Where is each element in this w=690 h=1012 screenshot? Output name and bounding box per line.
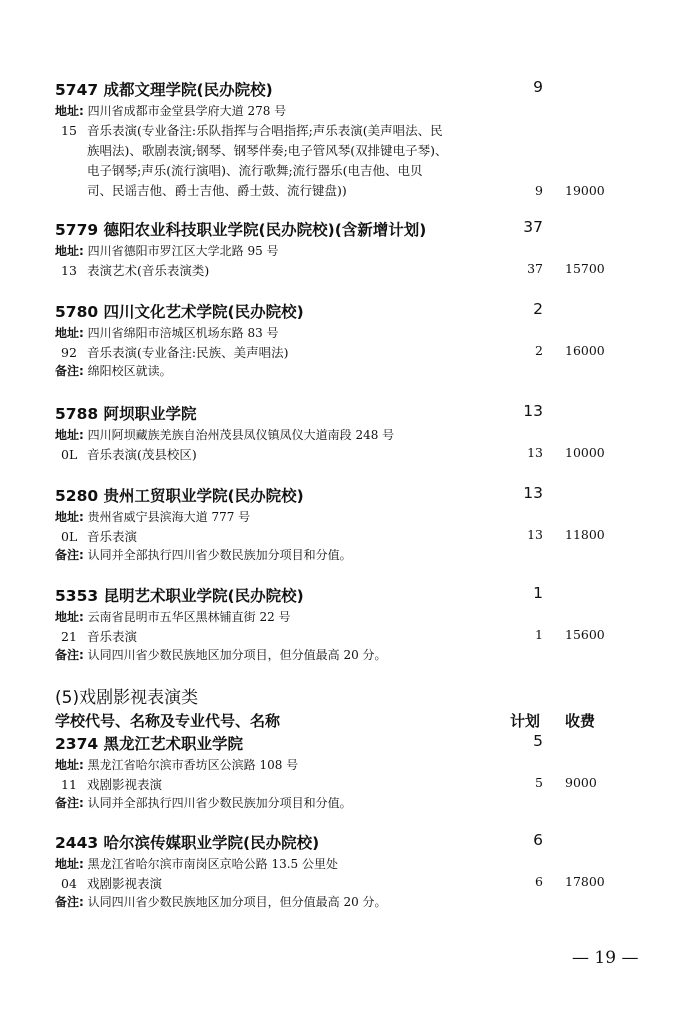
address-label: 地址: xyxy=(55,244,84,258)
school-title: 5780 四川文化艺术学院(民办院校) xyxy=(55,303,304,321)
major-plan: 5 xyxy=(535,775,543,790)
major-plan: 9 xyxy=(535,183,543,198)
school-address xyxy=(55,855,615,874)
major-fee: 11800 xyxy=(565,527,605,542)
address-text: 黑龙江省哈尔滨市南岗区京哈公路 13.5 公里处 xyxy=(87,857,338,871)
major-fee: 15600 xyxy=(565,627,605,642)
major-fee: 15700 xyxy=(565,261,605,276)
address-label: 地址: xyxy=(55,610,84,624)
school-title: 5788 阿坝职业学院 xyxy=(55,405,197,423)
school-address xyxy=(55,242,615,261)
school-note xyxy=(55,646,615,665)
major-line-2: 族唱法)、歌剧表演;钢琴、钢琴伴奏;电子管风琴(双排键电子琴)、 xyxy=(87,143,448,158)
address-label: 地址: xyxy=(55,104,84,118)
address-text: 贵州省威宁县滨海大道 777 号 xyxy=(87,510,251,524)
note-text: 绵阳校区就读。 xyxy=(87,364,172,378)
school-title: 2443 哈尔滨传媒职业学院(民办院校) xyxy=(55,834,320,852)
school-entry xyxy=(55,218,615,280)
major-name: 音乐表演 xyxy=(86,529,137,544)
school-title-row xyxy=(55,831,615,855)
major-code: 11 xyxy=(61,777,77,792)
school-address xyxy=(55,608,615,627)
major-plan: 2 xyxy=(535,343,543,358)
school-entry xyxy=(55,402,615,464)
school-note xyxy=(55,893,615,912)
school-title-row xyxy=(55,78,615,102)
address-label: 地址: xyxy=(55,428,84,442)
major-plan: 13 xyxy=(527,445,543,460)
address-text: 云南省昆明市五华区黑林铺直街 22 号 xyxy=(87,610,291,624)
note-label: 备注: xyxy=(55,364,84,378)
major-plan: 6 xyxy=(535,874,543,889)
school-plan: 13 xyxy=(523,484,543,502)
school-address xyxy=(55,756,615,775)
major-line-4: 司、民谣吉他、爵士吉他、爵士鼓、流行键盘)) xyxy=(87,183,347,198)
school-note xyxy=(55,546,615,565)
school-plan: 5 xyxy=(533,732,543,750)
major-fee: 9000 xyxy=(565,775,597,790)
major-name: 表演艺术(音乐表演类) xyxy=(86,263,210,278)
major-name: 音乐表演(茂县校区) xyxy=(86,447,197,462)
note-text: 认同并全部执行四川省少数民族加分项目和分值。 xyxy=(87,796,352,810)
school-note xyxy=(55,794,615,813)
major-row xyxy=(55,343,615,362)
address-text: 四川省绵阳市涪城区机场东路 83 号 xyxy=(87,326,279,340)
school-entry xyxy=(55,78,615,201)
school-plan: 6 xyxy=(533,831,543,849)
school-plan: 2 xyxy=(533,300,543,318)
section-title: (5)戏剧影视表演类 xyxy=(55,688,199,708)
major-fee: 19000 xyxy=(565,183,605,198)
column-header-school: 学校代号、名称及专业代号、名称 xyxy=(55,712,281,730)
address-label: 地址: xyxy=(55,857,84,871)
major-name: 戏剧影视表演 xyxy=(86,876,162,891)
school-note xyxy=(55,362,615,381)
address-label: 地址: xyxy=(55,758,84,772)
school-address xyxy=(55,426,615,445)
major-fee: 17800 xyxy=(565,874,605,889)
major-fee: 16000 xyxy=(565,343,605,358)
school-entry xyxy=(55,484,615,565)
major-plan: 37 xyxy=(527,261,543,276)
address-text: 四川省成都市金堂县学府大道 278 号 xyxy=(87,104,287,118)
school-title-row xyxy=(55,402,615,426)
column-header-row xyxy=(55,710,615,732)
school-title: 5280 贵州工贸职业学院(民办院校) xyxy=(55,487,304,505)
major-row xyxy=(55,445,615,464)
school-title: 5747 成都文理学院(民办院校) xyxy=(55,81,273,99)
school-title-row xyxy=(55,300,615,324)
major-plan: 1 xyxy=(535,627,543,642)
major-line-1: 音乐表演(专业备注:乐队指挥与合唱指挥;声乐表演(美声唱法、民 xyxy=(87,123,443,138)
major-row xyxy=(55,121,615,201)
major-code: 21 xyxy=(61,629,77,644)
address-text: 四川阿坝藏族羌族自治州茂县凤仪镇凤仪大道南段 248 号 xyxy=(87,428,395,442)
school-address xyxy=(55,102,615,121)
major-code: 13 xyxy=(61,263,77,278)
school-plan: 1 xyxy=(533,584,543,602)
note-text: 认同并全部执行四川省少数民族加分项目和分值。 xyxy=(87,548,352,562)
column-header-plan: 计划 xyxy=(510,712,541,730)
major-row xyxy=(55,627,615,646)
major-row xyxy=(55,874,615,893)
note-label: 备注: xyxy=(55,648,84,662)
note-label: 备注: xyxy=(55,895,84,909)
major-name: 戏剧影视表演 xyxy=(86,777,162,792)
major-name: 音乐表演 xyxy=(86,629,137,644)
page-number: — 19 — xyxy=(572,948,639,968)
school-entry xyxy=(55,831,615,912)
school-entry xyxy=(55,732,615,813)
school-address xyxy=(55,324,615,343)
major-line-3: 电子钢琴;声乐(流行演唱)、流行歌舞;流行器乐(电吉他、电贝 xyxy=(87,163,423,178)
school-title: 5353 昆明艺术职业学院(民办院校) xyxy=(55,587,304,605)
school-title-row xyxy=(55,484,615,508)
school-plan: 13 xyxy=(523,402,543,420)
note-text: 认同四川省少数民族地区加分项目，但分值最高 20 分。 xyxy=(87,648,387,662)
address-label: 地址: xyxy=(55,326,84,340)
note-label: 备注: xyxy=(55,548,84,562)
major-row xyxy=(55,261,615,280)
major-code: 0L xyxy=(61,447,78,462)
major-code: 15 xyxy=(61,123,77,138)
school-title: 5779 德阳农业科技职业学院(民办院校)(含新增计划) xyxy=(55,221,427,239)
note-text: 认同四川省少数民族地区加分项目，但分值最高 20 分。 xyxy=(87,895,387,909)
major-plan: 13 xyxy=(527,527,543,542)
school-plan: 37 xyxy=(523,218,543,236)
school-address xyxy=(55,508,615,527)
major-code: 92 xyxy=(61,345,77,360)
address-label: 地址: xyxy=(55,510,84,524)
major-name: 音乐表演(专业备注:民族、美声唱法) xyxy=(86,345,289,360)
school-title-row xyxy=(55,584,615,608)
major-fee: 10000 xyxy=(565,445,605,460)
school-entry xyxy=(55,584,615,665)
address-text: 黑龙江省哈尔滨市香坊区公滨路 108 号 xyxy=(87,758,299,772)
major-code: 0L xyxy=(61,529,78,544)
major-row xyxy=(55,527,615,546)
note-label: 备注: xyxy=(55,796,84,810)
school-title-row xyxy=(55,218,615,242)
major-row xyxy=(55,775,615,794)
address-text: 四川省德阳市罗江区大学北路 95 号 xyxy=(87,244,279,258)
school-plan: 9 xyxy=(533,78,543,96)
school-entry xyxy=(55,300,615,381)
school-title-row xyxy=(55,732,615,756)
column-header-fee: 收费 xyxy=(565,712,596,730)
school-title: 2374 黑龙江艺术职业学院 xyxy=(55,735,244,753)
major-code: 04 xyxy=(61,876,77,891)
